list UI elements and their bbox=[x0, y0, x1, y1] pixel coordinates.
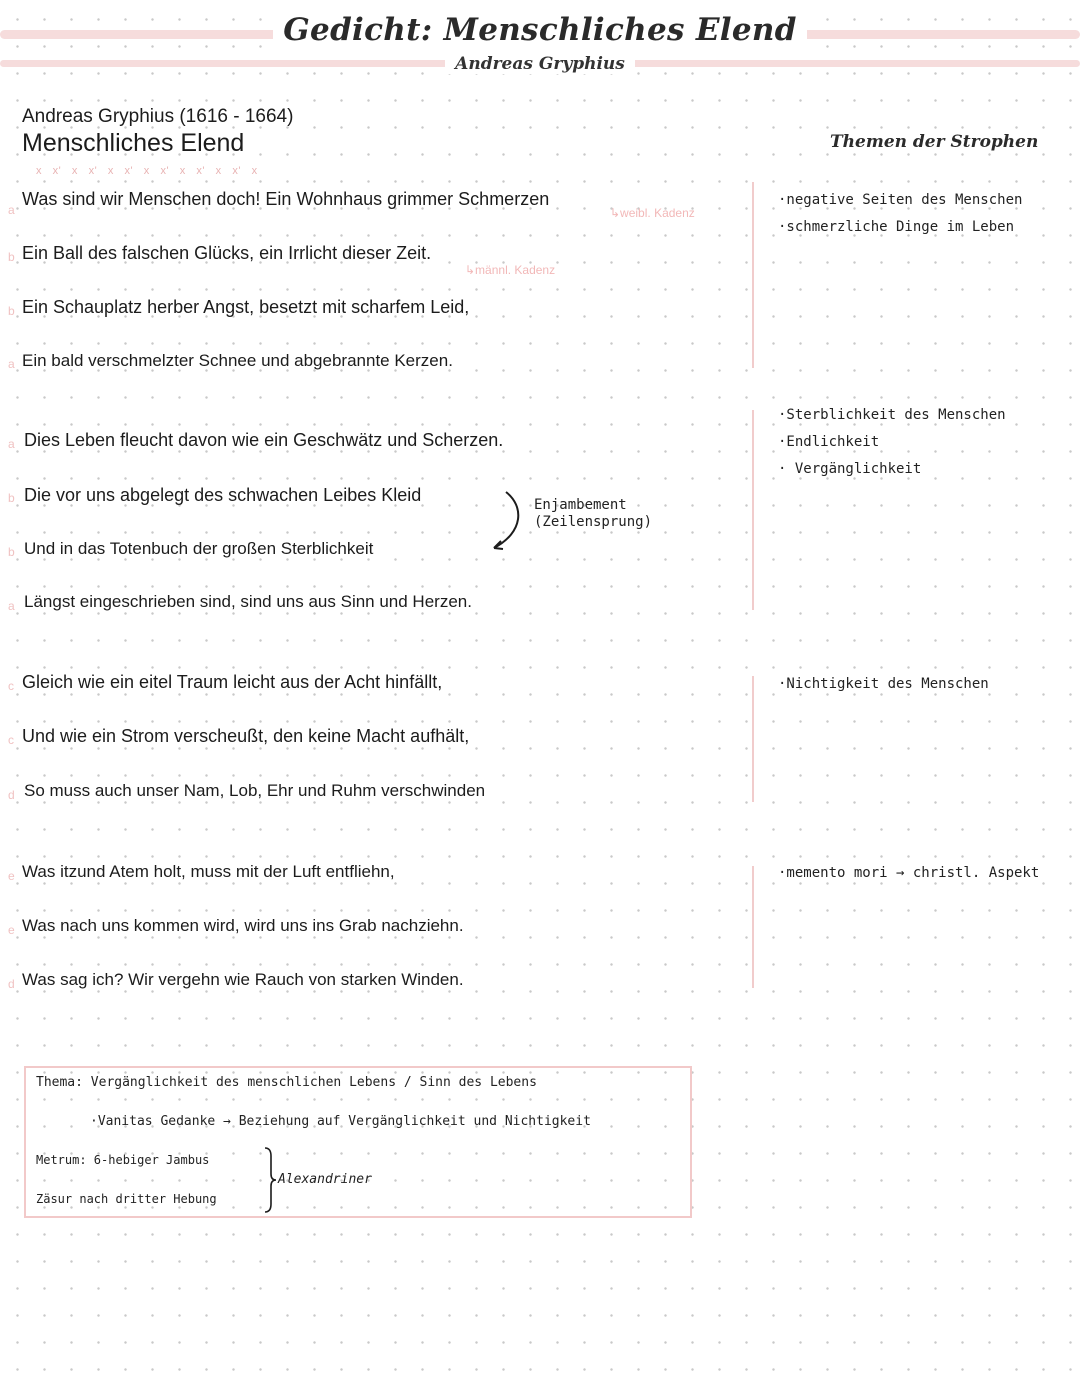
stanza-divider bbox=[752, 676, 754, 802]
rhyme-mark: c bbox=[8, 679, 14, 693]
poem-line: Was itzund Atem holt, muss mit der Luft entfliehn, bbox=[22, 862, 395, 881]
rhyme-mark: a bbox=[8, 357, 15, 371]
rhyme-mark: d bbox=[8, 788, 15, 802]
poem-line: So muss auch unser Nam, Lob, Ehr und Ruhm verschwinden bbox=[24, 781, 486, 800]
themes-heading: Themen der Strophen bbox=[830, 132, 1039, 152]
rhyme-mark: b bbox=[8, 304, 15, 318]
enjambement-sublabel: (Zeilensprung) bbox=[534, 514, 653, 530]
theme-note: · Vergänglichkeit bbox=[778, 461, 922, 477]
rhyme-mark: e bbox=[8, 923, 15, 937]
rhyme-mark: e bbox=[8, 869, 15, 883]
summary-metrum: Metrum: 6-hebiger Jambus bbox=[36, 1153, 210, 1167]
enjambement-label: Enjambement bbox=[534, 497, 627, 513]
poem-line: Was sind wir Menschen doch! Ein Wohnhaus grimmer Schmerzen bbox=[22, 189, 550, 209]
cadence-note-male: ↳männl. Kadenz bbox=[465, 263, 556, 277]
poem-title: Menschliches Elend bbox=[22, 129, 245, 157]
theme-note: ·negative Seiten des Menschen bbox=[778, 192, 1023, 208]
cadence-note-female: ↳weibl. Kadenz bbox=[610, 206, 695, 220]
poem-line: Gleich wie ein eitel Traum leicht aus der Acht hinfällt, bbox=[22, 672, 443, 692]
theme-note: ·Endlichkeit bbox=[778, 434, 880, 450]
theme-note: ·memento mori → christl. Aspekt bbox=[778, 865, 1040, 881]
poem-line: Ein bald verschmelzter Schnee und abgebrannte Kerzen. bbox=[22, 351, 453, 370]
enjambement-arrow-icon bbox=[486, 488, 526, 556]
summary-alexandriner: Alexandriner bbox=[278, 1172, 372, 1187]
rhyme-mark: b bbox=[8, 250, 15, 264]
poem-line: Die vor uns abgelegt des schwachen Leibes Kleid bbox=[24, 485, 422, 505]
stanza-divider bbox=[752, 866, 754, 988]
rhyme-mark: c bbox=[8, 733, 14, 747]
summary-box bbox=[24, 1066, 692, 1218]
theme-note: ·Nichtigkeit des Menschen bbox=[778, 676, 989, 692]
poem-author: Andreas Gryphius (1616 - 1664) bbox=[22, 106, 294, 127]
poem-line: Was sag ich? Wir vergehn wie Rauch von starken Winden. bbox=[22, 970, 464, 989]
summary-thema: Thema: Vergänglichkeit des menschlichen Lebens / Sinn des Lebens bbox=[36, 1075, 537, 1090]
rhyme-mark: d bbox=[8, 977, 15, 991]
stanza-divider bbox=[752, 182, 754, 368]
curly-brace-icon bbox=[262, 1146, 278, 1214]
summary-vanitas: ·Vanitas Gedanke → Beziehung auf Vergänglichkeit und Nichtigkeit bbox=[90, 1114, 591, 1129]
rhyme-mark: b bbox=[8, 545, 15, 559]
poem-line: Dies Leben fleucht davon wie ein Geschwätz und Scherzen. bbox=[24, 430, 504, 450]
rhyme-mark: a bbox=[8, 599, 15, 613]
stanza-divider bbox=[752, 410, 754, 610]
poem-line: Was nach uns kommen wird, wird uns ins Grab nachziehn. bbox=[22, 916, 464, 935]
rhyme-mark: b bbox=[8, 491, 15, 505]
enjambement-note bbox=[534, 497, 652, 531]
summary-zaesur: Zäsur nach dritter Hebung bbox=[36, 1192, 217, 1206]
rhyme-mark: a bbox=[8, 437, 15, 451]
rhyme-mark: a bbox=[8, 203, 15, 217]
poem-line: Und in das Totenbuch der großen Sterblichkeit bbox=[24, 539, 374, 558]
theme-note: ·Sterblichkeit des Menschen bbox=[778, 407, 1006, 423]
poem-line: Und wie ein Strom verscheußt, den keine Macht aufhält, bbox=[22, 726, 470, 746]
page-subtitle: Andreas Gryphius bbox=[0, 54, 1080, 74]
theme-note: ·schmerzliche Dinge im Leben bbox=[778, 219, 1015, 235]
poem-line: Ein Ball des falschen Glücks, ein Irrlicht dieser Zeit. bbox=[22, 243, 432, 263]
page-title: Gedicht: Menschliches Elend bbox=[0, 12, 1080, 48]
poem-line: Längst eingeschrieben sind, sind uns aus Sinn und Herzen. bbox=[24, 592, 472, 611]
poem-line: Ein Schauplatz herber Angst, besetzt mit scharfem Leid, bbox=[22, 297, 470, 317]
meter-marks: x x' x x' x x' x x' x x' x x' x bbox=[36, 165, 258, 177]
